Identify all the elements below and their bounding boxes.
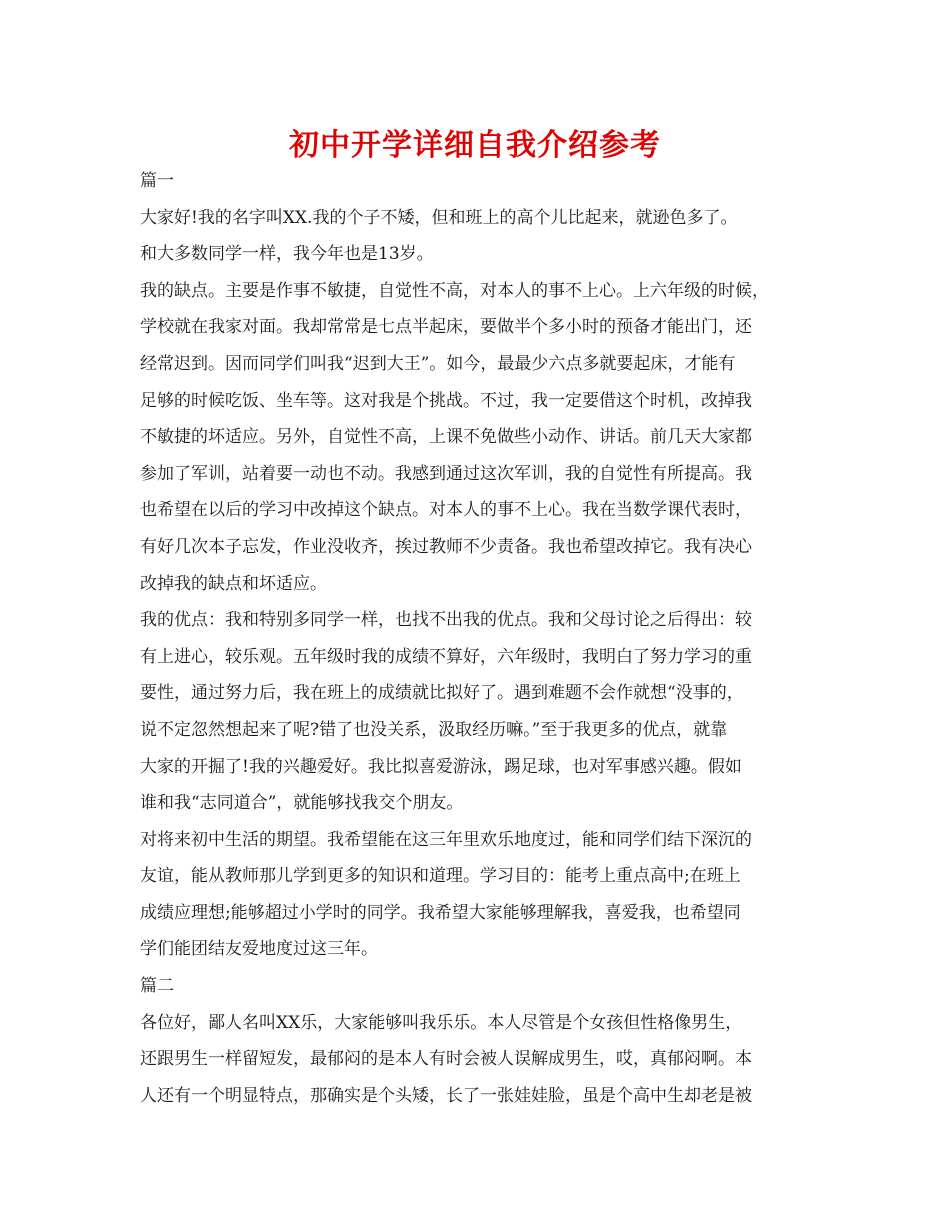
text-line: 谁和我“志同道合”，就能够找我交个朋友。 — [140, 793, 464, 814]
section-heading: 篇二 — [140, 976, 174, 997]
document-title: 初中开学详细自我介绍参考 — [289, 128, 661, 163]
text-line: 大家好!我的名字叫XX.我的个子不矮，但和班上的高个儿比起来，就逊色多了。 — [140, 207, 738, 228]
text-line: 成绩应理想;能够超过小学时的同学。我希望大家能够理解我，喜爱我，也希望同 — [140, 902, 741, 923]
text-line: 友谊，能从教师那儿学到更多的知识和道理。学习目的：能考上重点高中;在班上 — [140, 866, 741, 887]
text-line: 人还有一个明显特点，那确实是个头矮，长了一张娃娃脸，虽是个高中生却老是被 — [140, 1085, 752, 1106]
text-line: 不敏捷的坏适应。另外，自觉性不高，上课不免做些小动作、讲话。前几天大家都 — [140, 427, 752, 448]
text-line: 有好几次本子忘发，作业没收齐，挨过教师不少责备。我也希望改掉它。我有决心 — [140, 536, 752, 557]
text-line: 足够的时候吃饭、坐车等。这对我是个挑战。不过，我一定要借这个时机，改掉我 — [140, 390, 752, 411]
text-line: 学们能团结友爱地度过这三年。 — [140, 939, 378, 960]
text-line: 各位好，鄙人名叫XX乐，大家能够叫我乐乐。本人尽管是个女孩但性格像男生， — [140, 1012, 743, 1033]
text-line: 和大多数同学一样，我今年也是13岁。 — [140, 244, 434, 265]
text-line: 改掉我的缺点和坏适应。 — [140, 573, 327, 594]
text-line: 学校就在我家对面。我却常常是七点半起床，要做半个多小时的预备才能出门，还 — [140, 317, 752, 338]
text-line: 还跟男生一样留短发，最郁闷的是本人有时会被人误解成男生，哎，真郁闷啊。本 — [140, 1049, 752, 1070]
text-line: 我的缺点。主要是作事不敏捷，自觉性不高，对本人的事不上心。上六年级的时候， — [140, 280, 769, 301]
text-line: 大家的开掘了!我的兴趣爱好。我比拟喜爱游泳，踢足球，也对军事感兴趣。假如 — [140, 756, 742, 777]
text-line: 对将来初中生活的期望。我希望能在这三年里欢乐地度过，能和同学们结下深沉的 — [140, 829, 752, 850]
document-body — [140, 163, 820, 1114]
section-heading: 篇一 — [140, 171, 174, 191]
text-line: 要性，通过努力后，我在班上的成绩就比拟好了。遇到难题不会作就想“没事的， — [140, 683, 744, 704]
text-line: 说不定忽然想起来了呢?错了也没关系，汲取经历嘛。”至于我更多的优点，就靠 — [140, 719, 728, 740]
text-line: 也希望在以后的学习中改掉这个缺点。对本人的事不上心。我在当数学课代表时， — [140, 500, 752, 521]
text-line: 经常迟到。因而同学们叫我“迟到大王”。如今，最最少六点多就要起床，才能有 — [140, 353, 736, 374]
text-line: 我的优点：我和特别多同学一样，也找不出我的优点。我和父母讨论之后得出：较 — [140, 610, 752, 631]
text-line: 参加了军训，站着要一动也不动。我感到通过这次军训，我的自觉性有所提高。我 — [140, 463, 752, 484]
text-line: 有上进心，较乐观。五年级时我的成绩不算好，六年级时，我明白了努力学习的重 — [140, 646, 752, 667]
